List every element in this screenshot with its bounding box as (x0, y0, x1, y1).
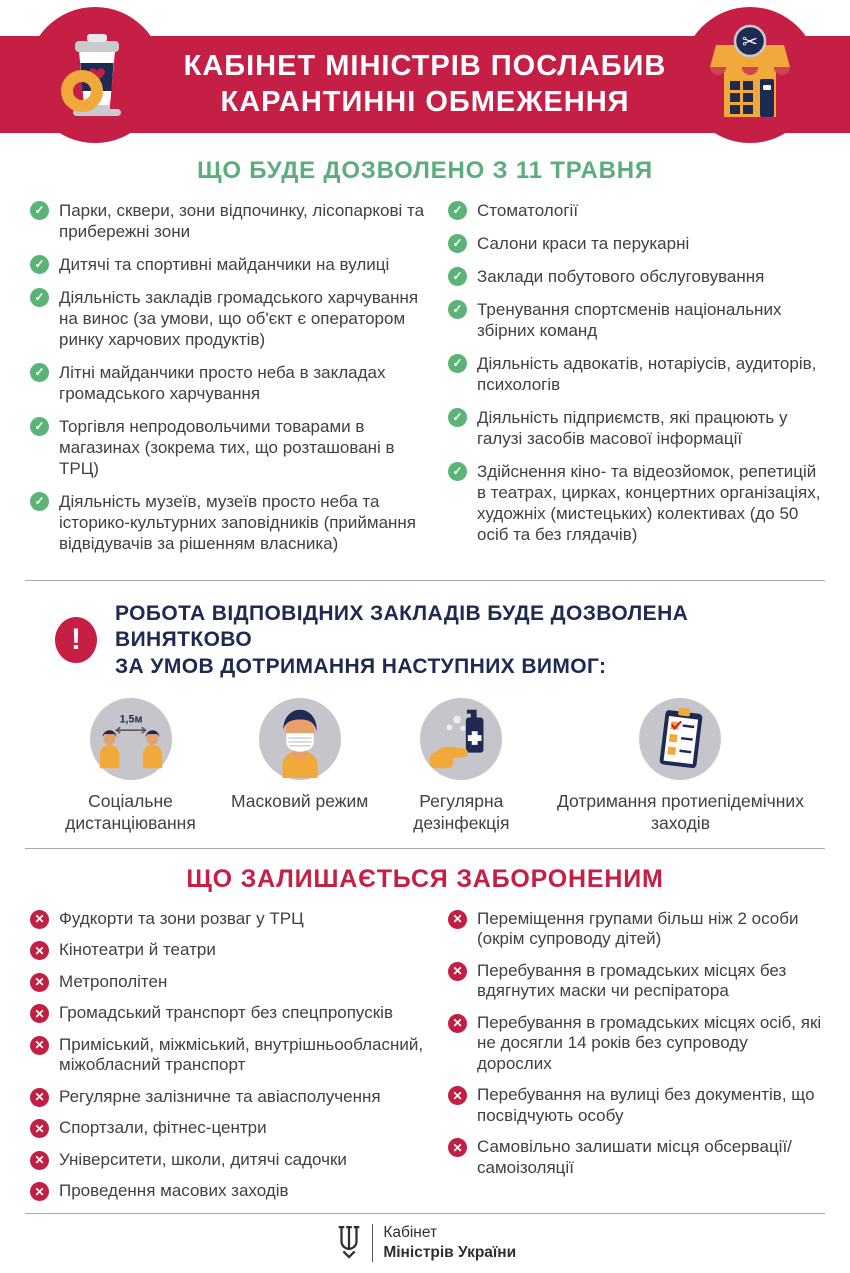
prohibited-item-text: Приміський, міжміський, внутрішньообласний, міжобласний транспорт (59, 1034, 424, 1075)
section-divider (25, 580, 825, 581)
check-icon: ✓ (448, 354, 467, 373)
footer (0, 1213, 850, 1273)
requirements-icons-row (0, 698, 850, 834)
allowed-list-item (448, 266, 826, 287)
prohibited-section-heading: ЩО ЗАЛИШАЄТЬСЯ ЗАБОРОНЕНИМ (186, 864, 664, 893)
requirement-disinfection (386, 698, 536, 834)
allowed-list-left (30, 200, 432, 566)
prohibited-item-text: Регулярне залізничне та авіасполучення (59, 1086, 381, 1106)
prohibited-list-section (0, 909, 850, 1213)
allowed-list-item (448, 233, 826, 254)
allowed-item-text: Діяльність музеїв, музеїв просто неба та історико-культурних заповідників (приймання відвідувачів за рішенням власника) (59, 492, 416, 553)
section-divider (25, 848, 825, 849)
cross-icon: ✕ (30, 1088, 49, 1107)
cross-icon: ✕ (30, 941, 49, 960)
prohibited-item-text: Університети, школи, дитячі садочки (59, 1149, 347, 1169)
allowed-section-heading: ЩО БУДЕ ДОЗВОЛЕНО З 11 ТРАВНЯ (197, 157, 653, 184)
allowed-list-item (448, 299, 826, 341)
prohibited-item-text: Перебування в громадських місцях без вдягнутих маски чи респіратора (477, 960, 787, 1001)
exclamation-icon: ! (55, 617, 97, 663)
check-icon: ✓ (30, 288, 49, 307)
cross-icon: ✕ (448, 1086, 467, 1105)
prohibited-item-text: Проведення масових заходів (59, 1181, 289, 1201)
check-icon: ✓ (30, 417, 49, 436)
prohibited-list-right (448, 909, 826, 1213)
allowed-list-item (30, 287, 432, 350)
allowed-item-text: Здійснення кіно- та відеозйомок, репетицій в театрах, цирках, концертних організаціях, художніх (мистецьких) колективах (до 50 осіб та без глядачів) (477, 462, 821, 544)
prohibited-list-item (30, 1181, 432, 1202)
prohibited-list-item (30, 1087, 432, 1108)
check-icon: ✓ (30, 201, 49, 220)
cross-icon: ✕ (30, 1182, 49, 1201)
footer-divider (25, 1213, 825, 1214)
prohibited-item-text: Громадський транспорт без спецпропусків (59, 1003, 393, 1023)
allowed-list-item (448, 353, 826, 395)
requirement-social-distancing (48, 698, 213, 834)
prohibited-item-text: Самовільно залишати місця обсервації/самоізоляції (477, 1137, 792, 1177)
allowed-item-text: Дитячі та спортивні майданчики на вулиці (59, 255, 390, 274)
cross-icon: ✕ (30, 973, 49, 992)
prohibited-item-text: Перебування в громадських місцях осіб, які не досягли 14 років без супроводу дорослих (477, 1012, 822, 1073)
prohibited-list-item (30, 1150, 432, 1171)
allowed-list-item (30, 254, 432, 275)
page-title-line2: КАРАНТИННІ ОБМЕЖЕННЯ (220, 85, 630, 118)
social-distancing-icon (90, 698, 172, 780)
prohibited-list-item (30, 909, 432, 930)
allowed-list-item (448, 407, 826, 449)
prohibited-list-item (448, 1013, 826, 1075)
coffee-and-donut-icon (27, 7, 163, 143)
org-name-line1: Кабінет (383, 1224, 438, 1242)
requirement-label: Соціальне дистанціювання (65, 790, 196, 833)
allowed-list-right (448, 200, 826, 566)
scissors-icon: ✂ (742, 32, 758, 53)
distance-label: 1,5м (119, 713, 142, 726)
prohibited-list-item (30, 972, 432, 993)
requirement-epidemic-measures (553, 698, 808, 834)
prohibited-list-item (448, 909, 826, 950)
prohibited-list-item (30, 1118, 432, 1139)
allowed-item-text: Парки, сквери, зони відпочинку, лісопаркові та прибережні зони (59, 201, 425, 241)
prohibited-list-item (448, 1085, 826, 1126)
prohibited-list-item (30, 1003, 432, 1024)
check-icon: ✓ (30, 492, 49, 511)
prohibited-list-item (448, 961, 826, 1002)
allowed-list-item (448, 461, 826, 545)
org-name (383, 1223, 516, 1262)
prohibited-item-text: Перебування на вулиці без документів, що посвідчують особу (477, 1085, 815, 1125)
check-icon: ✓ (448, 462, 467, 481)
allowed-item-text: Торгівля непродовольчими товарами в магазинах (зокрема тих, що розташовані в ТРЦ) (59, 417, 395, 478)
allowed-list-section (0, 200, 850, 566)
allowed-item-text: Заклади побутового обслуговування (477, 267, 765, 286)
prohibited-list-left (30, 909, 432, 1213)
cross-icon: ✕ (448, 962, 467, 981)
cross-icon: ✕ (448, 1014, 467, 1033)
requirements-notice-line1: РОБОТА ВІДПОВІДНИХ ЗАКЛАДІВ БУДЕ ДОЗВОЛЕНА ВИНЯТКОВО (115, 602, 689, 652)
allowed-list-item (30, 491, 432, 554)
logo-separator (372, 1224, 374, 1262)
cross-icon: ✕ (30, 1151, 49, 1170)
cross-icon: ✕ (30, 910, 49, 929)
coffee-cup-graphic (49, 25, 141, 125)
prohibited-list-item (30, 1035, 432, 1076)
allowed-list-item (448, 200, 826, 221)
cross-icon: ✕ (448, 1138, 467, 1157)
requirements-notice (0, 601, 850, 680)
allowed-item-text: Діяльність адвокатів, нотаріусів, аудиторів, психологів (477, 354, 817, 394)
check-icon: ✓ (448, 234, 467, 253)
requirements-notice-line2: ЗА УМОВ ДОТРИМАННЯ НАСТУПНИХ ВИМОГ: (115, 654, 607, 678)
allowed-item-text: Салони краси та перукарні (477, 234, 690, 253)
allowed-item-text: Тренування спортсменів національних збірних команд (477, 300, 782, 340)
cabinet-of-ministers-logo (0, 1223, 850, 1263)
prohibited-item-text: Метрополітен (59, 971, 168, 991)
check-icon: ✓ (448, 300, 467, 319)
requirement-label: Масковий режим (230, 790, 369, 811)
requirement-label: Дотримання протиепідемічних заходів (556, 790, 804, 833)
prohibited-item-text: Кінотеатри й театри (59, 940, 216, 960)
check-icon: ✓ (448, 201, 467, 220)
check-icon: ✓ (448, 408, 467, 427)
header-band (0, 32, 850, 133)
requirement-label: Регулярна дезінфекція (413, 790, 510, 833)
cross-icon: ✕ (30, 1119, 49, 1138)
allowed-item-text: Літні майданчики просто неба в закладах громадського харчування (59, 363, 386, 403)
allowed-item-text: Діяльність підприємств, які працюють у галузі засобів масової інформації (477, 408, 788, 448)
cross-icon: ✕ (30, 1004, 49, 1023)
org-name-line2: Міністрів України (383, 1243, 517, 1261)
prohibited-item-text: Фудкорти та зони розваг у ТРЦ (59, 908, 304, 928)
checklist-icon (639, 698, 721, 780)
face-mask-icon (259, 698, 341, 780)
check-icon: ✓ (30, 255, 49, 274)
cross-icon: ✕ (448, 910, 467, 929)
hand-sanitizer-icon (420, 698, 502, 780)
prohibited-item-text: Переміщення групами більш ніж 2 особи (окрім супроводу дітей) (477, 908, 799, 949)
check-icon: ✓ (30, 363, 49, 382)
cross-icon: ✕ (30, 1036, 49, 1055)
allowed-item-text: Діяльність закладів громадського харчування на винос (за умови, що об'єкт є оператором ринку харчових продуктів) (59, 288, 419, 349)
allowed-list-item (30, 200, 432, 242)
page-title-line1: КАБІНЕТ МІНІСТРІВ ПОСЛАБИВ (183, 50, 667, 83)
allowed-item-text: Стоматології (477, 201, 579, 220)
requirements-notice-text (115, 601, 795, 680)
check-icon: ✓ (448, 267, 467, 286)
barbershop-icon (682, 7, 818, 143)
allowed-list-item (30, 416, 432, 479)
tryzub-icon (334, 1223, 364, 1263)
requirement-mask-regime (230, 698, 370, 812)
allowed-list-item (30, 362, 432, 404)
prohibited-list-item (448, 1137, 826, 1178)
prohibited-item-text: Спортзали, фітнес-центри (59, 1118, 267, 1138)
barbershop-graphic (702, 23, 798, 127)
prohibited-list-item (30, 940, 432, 961)
